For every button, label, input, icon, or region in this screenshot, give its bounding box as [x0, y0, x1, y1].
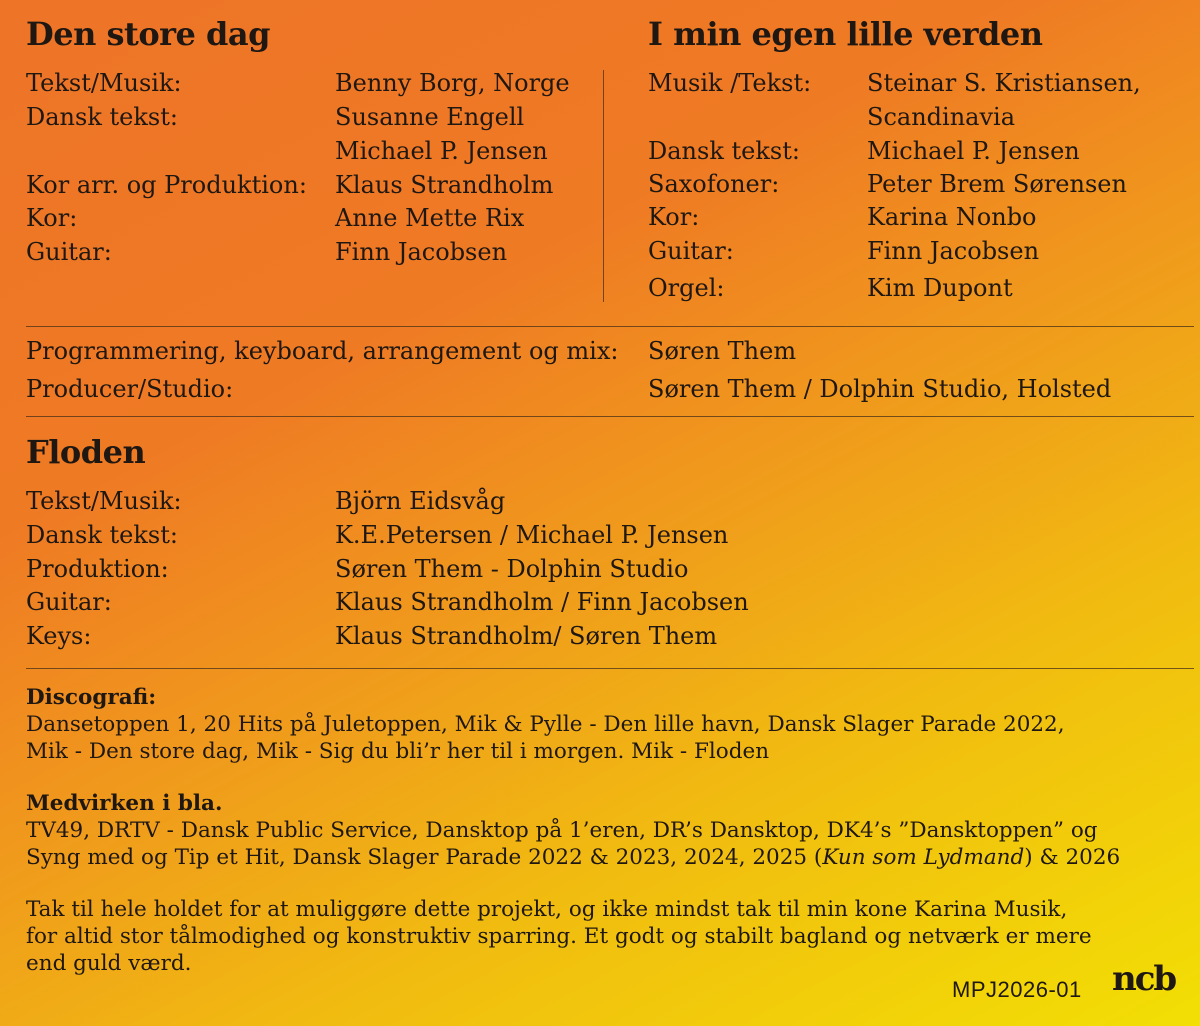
- credit-name: Kim Dupont: [867, 274, 1013, 302]
- thanks-line-2: for altid stor tålmodighed og konstruktiv sparring. Et godt og stabilt bagland og netværk er mere: [26, 924, 1092, 949]
- credit-role: Guitar:: [26, 588, 112, 616]
- catalog-number: MPJ2026-01: [952, 977, 1082, 1002]
- credit-name: K.E.Petersen / Michael P. Jensen: [335, 521, 729, 549]
- credit-name: Anne Mette Rix: [335, 204, 525, 232]
- thanks-line-1: Tak til hele holdet for at muliggøre dette projekt, og ikke mindst tak til min kone Karina Musik,: [26, 897, 1068, 922]
- credit-name: Finn Jacobsen: [867, 237, 1040, 265]
- credit-role: Guitar:: [648, 237, 734, 265]
- discography-line-1: Dansetoppen 1, 20 Hits på Juletoppen, Mik & Pylle - Den lille havn, Dansk Slager Parade 2022,: [26, 712, 1065, 737]
- credit-role: Dansk tekst:: [26, 103, 178, 131]
- credit-role: Saxofoner:: [648, 170, 780, 198]
- song2-title: I min egen lille verden: [648, 15, 1043, 53]
- credit-role: Guitar:: [26, 238, 112, 266]
- song1-title: Den store dag: [26, 15, 270, 53]
- appearances-line-2-italic: Kun som Lydmand: [822, 845, 1025, 870]
- column-divider: [603, 70, 604, 302]
- song3-title: Floden: [26, 433, 146, 471]
- credit-role: Programmering, keyboard, arrangement og mix:: [26, 337, 619, 365]
- credit-name: Søren Them - Dolphin Studio: [335, 555, 689, 583]
- appearances-line-2: [26, 844, 1186, 871]
- credit-name: Scandinavia: [867, 103, 1015, 131]
- credit-name: Michael P. Jensen: [867, 137, 1080, 165]
- discography-section: [26, 684, 1186, 765]
- credit-name: Søren Them / Dolphin Studio, Holsted: [648, 375, 1112, 403]
- appearances-line-2-text-a: Syng med og Tip et Hit, Dansk Slager Parade 2022 & 2023, 2024, 2025 (: [26, 845, 823, 870]
- ncb-logo: ncb: [1112, 959, 1176, 999]
- credit-role: Orgel:: [648, 274, 725, 302]
- discography-line-2: Mik - Den store dag, Mik - Sig du bli’r her til i morgen. Mik - Floden: [26, 739, 770, 764]
- credit-name: Susanne Engell: [335, 103, 525, 131]
- credit-name: Steinar S. Kristiansen,: [867, 69, 1141, 97]
- credit-name: Björn Eidsvåg: [335, 487, 506, 515]
- appearances-line-2-text-b: ) & 2026: [1024, 845, 1121, 870]
- credit-role: Kor:: [648, 203, 700, 231]
- thanks-section: [26, 896, 1186, 977]
- appearances-section: [26, 790, 1186, 871]
- credit-name: Klaus Strandholm/ Søren Them: [335, 622, 718, 650]
- credit-role: Produktion:: [26, 555, 169, 583]
- credit-name: Benny Borg, Norge: [335, 69, 570, 97]
- credit-role: Tekst/Musik:: [26, 69, 182, 97]
- divider-2: [26, 416, 1194, 417]
- appearances-line-1: TV49, DRTV - Dansk Public Service, Dansktop på 1’eren, DR’s Dansktop, DK4’s ”Dansktoppen” og: [26, 818, 1098, 843]
- credit-role: Keys:: [26, 622, 92, 650]
- appearances-heading: Medvirken i bla.: [26, 791, 223, 816]
- credit-role: Producer/Studio:: [26, 375, 234, 403]
- thanks-line-3: end guld værd.: [26, 951, 192, 976]
- divider-1: [26, 326, 1194, 327]
- credit-role: Kor arr. og Produktion:: [26, 171, 307, 199]
- credit-name: Peter Brem Sørensen: [867, 170, 1127, 198]
- credit-name: Finn Jacobsen: [335, 238, 508, 266]
- credit-role: Musik /Tekst:: [648, 69, 812, 97]
- credit-name: Klaus Strandholm / Finn Jacobsen: [335, 588, 749, 616]
- credit-name: Karina Nonbo: [867, 203, 1037, 231]
- credit-name: Søren Them: [648, 337, 797, 365]
- credit-role: Dansk tekst:: [26, 521, 178, 549]
- credit-name: Klaus Strandholm: [335, 171, 554, 199]
- credit-name: Michael P. Jensen: [335, 137, 548, 165]
- credit-role: Tekst/Musik:: [26, 487, 182, 515]
- credit-role: Dansk tekst:: [648, 137, 800, 165]
- divider-3: [26, 668, 1194, 669]
- credit-role: Kor:: [26, 204, 78, 232]
- discography-heading: Discografi:: [26, 685, 157, 710]
